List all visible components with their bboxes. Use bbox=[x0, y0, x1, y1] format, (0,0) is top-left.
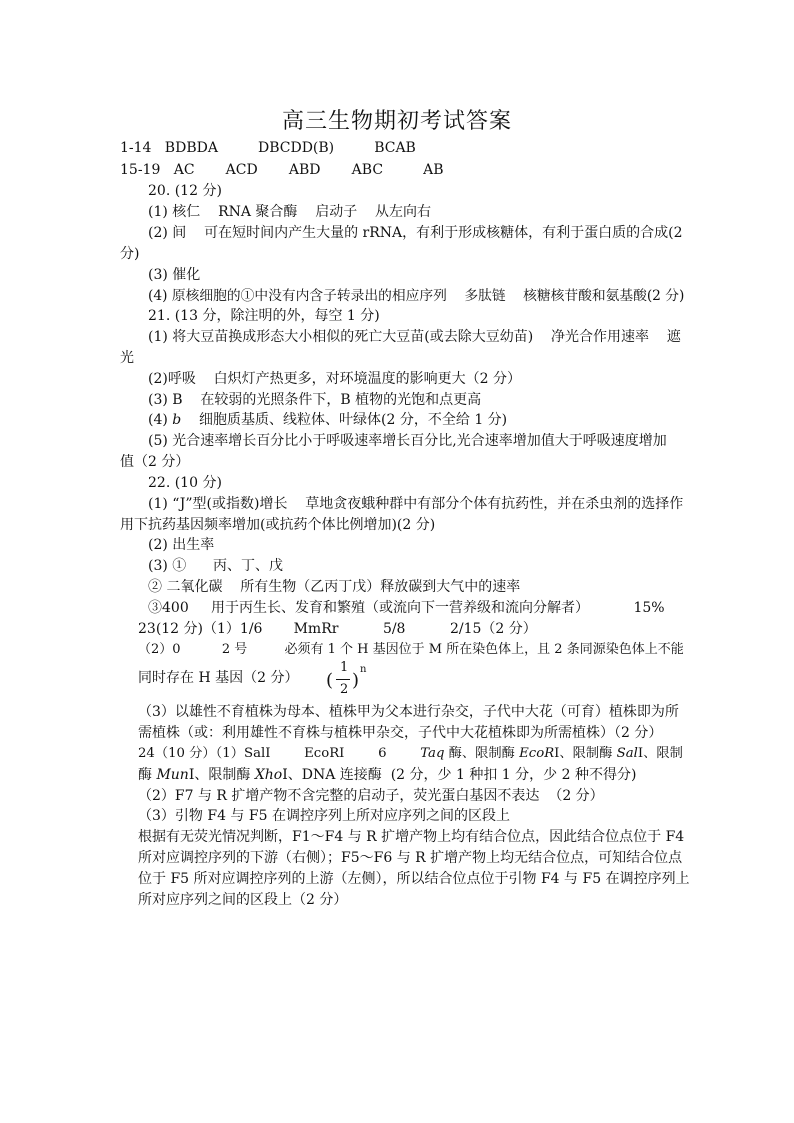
answer-text: 细胞质基质、线粒体、叶绿体(2 分，不全给 1 分) bbox=[181, 412, 508, 428]
answer-line: （2）0 2 号 必须有 1 个 H 基因位于 M 所在染色体上，且 2 条同源染色体上不能 bbox=[138, 642, 684, 657]
answer-line: 所对应调控序列的下游（右侧）；F5～F6 与 R 扩增产物上均无结合位点，可知结合位点 bbox=[138, 850, 683, 866]
answer-line: (3) ① 丙、丁、戊 bbox=[148, 558, 283, 574]
answer-line: 23(12 分)（1）1/6 MmRr 5/8 2/15（2 分） bbox=[138, 621, 537, 637]
answer-line bbox=[138, 744, 683, 764]
fraction-denominator: 2 bbox=[340, 682, 349, 697]
answer-line bbox=[138, 765, 636, 785]
answer-line: (2) 出生率 bbox=[148, 537, 215, 553]
answer-line: (1) 核仁 RNA 聚合酶 启动子 从左向右 bbox=[148, 204, 432, 220]
fraction-exponent: n bbox=[360, 664, 367, 675]
answer-line: 值（2 分） bbox=[120, 454, 190, 470]
answer-line: 22. (10 分) bbox=[148, 475, 222, 491]
fraction-numerator: 1 bbox=[340, 660, 349, 675]
answer-line: 根据有无荧光情况判断，F1～F4 与 R 扩增产物上均有结合位点，因此结合位点位于 F4 bbox=[138, 829, 685, 845]
answer-text-italic: Taq bbox=[420, 746, 445, 761]
answer-line: （3）以雄性不育植株为母本、植株甲为父本进行杂交，子代中大花（可育）植株即为所 bbox=[138, 704, 679, 720]
answer-line bbox=[148, 410, 507, 430]
answer-text: 酶 bbox=[138, 767, 157, 783]
answer-line: (3) 催化 bbox=[148, 267, 201, 283]
page-title: 高三生物期初考试答案 bbox=[281, 109, 512, 134]
answer-line: (3) B 在较弱的光照条件下，B 植物的光饱和点更高 bbox=[148, 392, 482, 408]
answer-text-italic: Sal bbox=[616, 746, 638, 761]
answer-line: ② 二氧化碳 所有生物（乙丙丁戊）释放碳到大气中的速率 bbox=[148, 579, 521, 595]
answer-line: 20. (12 分) bbox=[148, 183, 222, 199]
answer-line: ③400 用于丙生长、发育和繁殖（或流向下一营养级和流向分解者） 15% bbox=[148, 600, 665, 616]
answer-line: 同时存在 H 基因（2 分） bbox=[138, 670, 299, 686]
answer-line: (4) 原核细胞的①中没有内含子转录出的相应序列 多肽链 核糖核苷酸和氨基酸(2 分) bbox=[148, 288, 685, 304]
answer-line: (5) 光合速率增长百分比小于呼吸速率增长百分比,光合速率增加值大于呼吸速度增加 bbox=[148, 433, 667, 449]
fraction-expression bbox=[326, 660, 374, 700]
answer-text-italic: EcoR bbox=[519, 746, 555, 761]
answer-text: Ⅰ、限制酶 bbox=[188, 767, 255, 783]
answer-line: 分) bbox=[120, 246, 140, 262]
answer-line: 用下抗药基因频率增加(或抗药个体比例增加)(2 分) bbox=[120, 517, 436, 533]
answer-line: 所对应序列之间的区段上（2 分） bbox=[138, 892, 348, 908]
answer-line: 位于 F5 所对应调控序列的上游（左侧），所以结合位点位于引物 F4 与 F5 在调控序列上 bbox=[138, 871, 690, 887]
answer-text-italic: b bbox=[172, 412, 182, 428]
answer-line: (2)呼吸 白炽灯产热更多，对环境温度的影响更大（2 分） bbox=[148, 371, 521, 387]
answer-text: (4) bbox=[148, 412, 173, 428]
answer-text-italic: Xho bbox=[254, 767, 283, 783]
answer-line: 1-14 BDBDA DBCDD(B) BCAB bbox=[120, 140, 416, 156]
fraction-bar bbox=[336, 679, 350, 680]
fraction-open-paren: ( bbox=[326, 670, 334, 691]
answer-text: 24（10 分）（1）SalⅠ EcoRⅠ 6 bbox=[138, 746, 421, 761]
answer-text-italic: Mun bbox=[156, 767, 189, 783]
answer-line: (2) 间 可在短时间内产生大量的 rRNA，有利于形成核糖体，有利于蛋白质的合成(2 bbox=[148, 225, 683, 241]
answer-line: 需植株（或：利用雄性不育株与植株甲杂交，子代中大花植株即为所需植株）（2 分） bbox=[138, 725, 663, 741]
answer-line: 21. (13 分，除注明的外，每空 1 分) bbox=[148, 308, 380, 324]
answer-line: （2）F7 与 R 扩增产物不含完整的启动子，荧光蛋白基因不表达 （2 分） bbox=[138, 788, 604, 804]
answer-text: 酶、限制酶 bbox=[444, 746, 520, 761]
answer-line: 15-19 AC ACD ABD ABC AB bbox=[120, 162, 444, 178]
answer-text: Ⅰ、限制 bbox=[637, 746, 683, 761]
answer-text: Ⅰ、限制酶 bbox=[554, 746, 617, 761]
answer-line: (1) 将大豆苗换成形态大小相似的死亡大豆苗(或去除大豆幼苗) 净光合作用速率 遮 bbox=[148, 329, 681, 345]
fraction-close-paren: ) bbox=[352, 670, 360, 691]
answer-text: Ⅰ、DNA 连接酶 (2 分，少 1 种扣 1 分，少 2 种不得分) bbox=[282, 767, 637, 783]
answer-line: （3）引物 F4 与 F5 在调控序列上所对应序列之间的区段上 bbox=[138, 808, 510, 824]
answer-line: (1) “J”型(或指数)增长 草地贪夜蛾种群中有部分个体有抗药性，并在杀虫剂的选择作 bbox=[148, 496, 684, 512]
answer-line: 光 bbox=[120, 350, 134, 366]
